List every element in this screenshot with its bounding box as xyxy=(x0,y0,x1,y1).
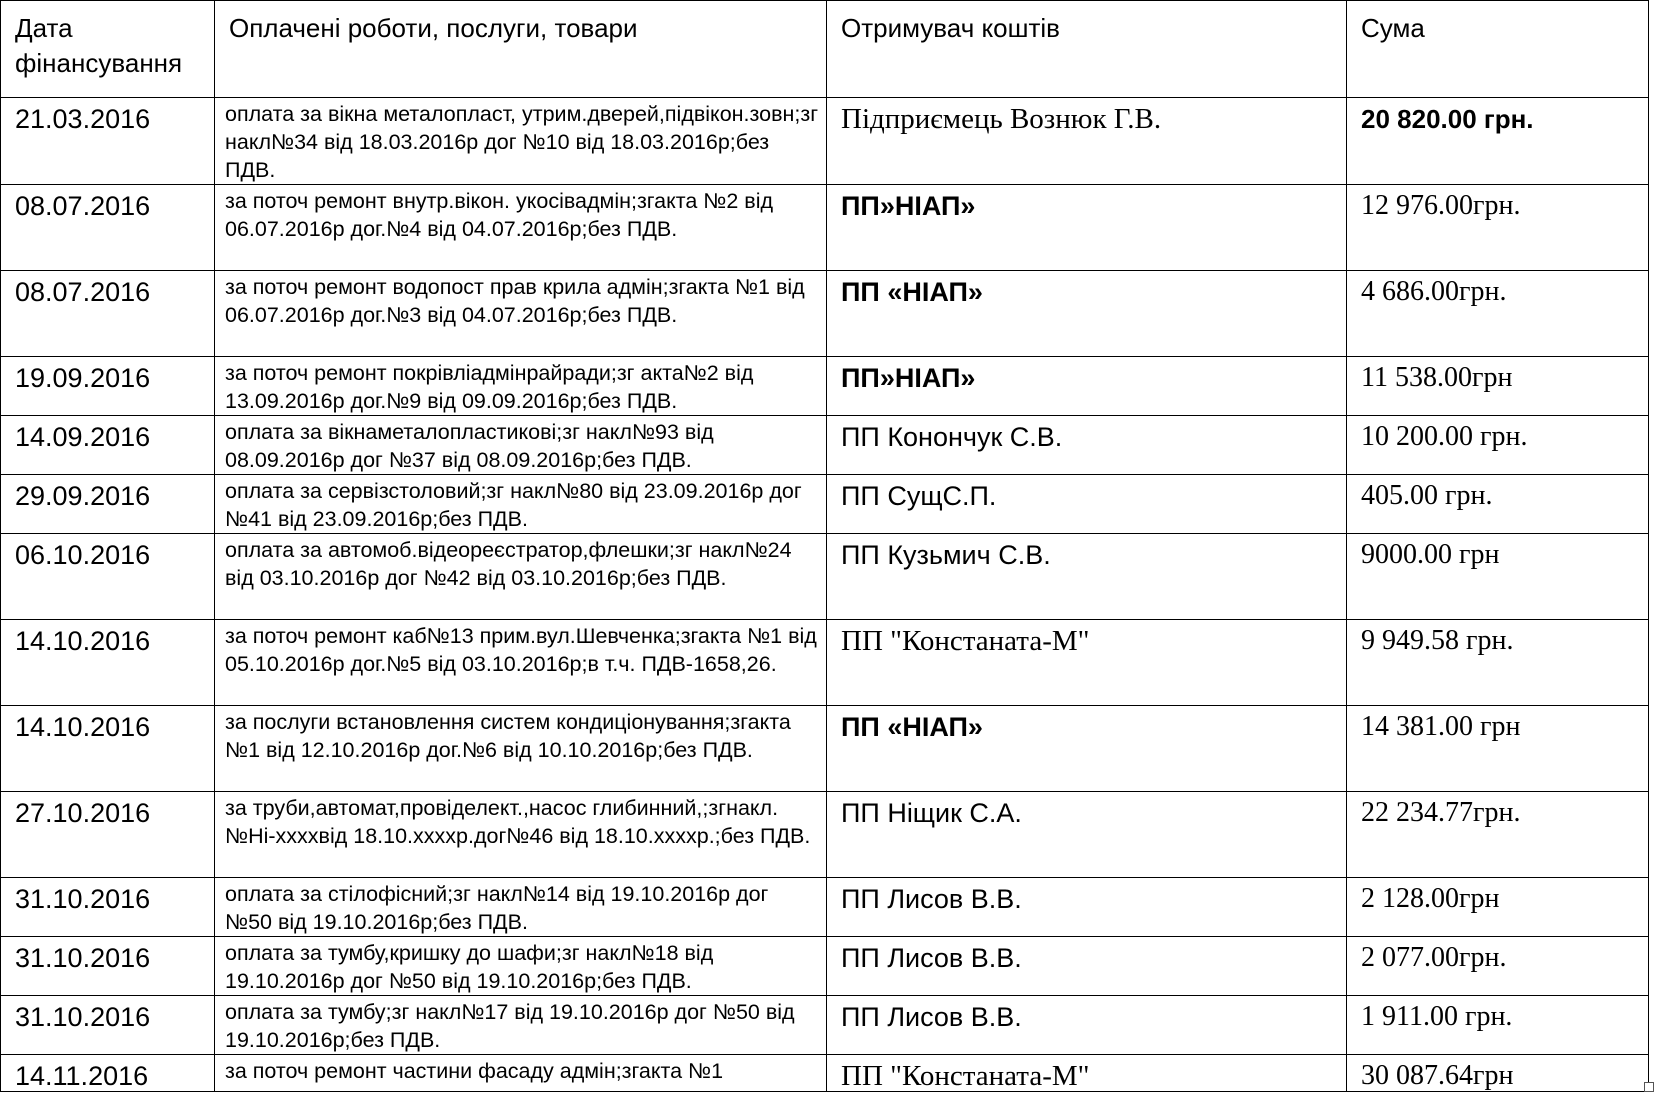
table-row xyxy=(1,271,1649,357)
date-cell: 31.10.2016 xyxy=(1,996,215,1055)
amount-cell: 11 538.00грн xyxy=(1347,357,1649,416)
date-cell: 14.11.2016 xyxy=(1,1055,215,1092)
table-row xyxy=(1,416,1649,475)
work-cell: за послуги встановлення систем кондиціонування;згакта №1 від 12.10.2016р дог.№6 від 10.10.2016р;без ПДВ. xyxy=(215,706,827,792)
recipient-cell: ПП Лисов В.В. xyxy=(827,878,1347,937)
table-row xyxy=(1,878,1649,937)
date-cell: 27.10.2016 xyxy=(1,792,215,878)
amount-cell: 22 234.77грн. xyxy=(1347,792,1649,878)
amount-cell: 405.00 грн. xyxy=(1347,475,1649,534)
table-row xyxy=(1,706,1649,792)
header-work: Оплачені роботи, послуги, товари xyxy=(215,1,827,98)
work-cell: оплата за вікнаметалопластикові;зг накл№93 від 08.09.2016р дог №37 від 08.09.2016р;без ПДВ. xyxy=(215,416,827,475)
header-date: Дата фінансування xyxy=(1,1,215,98)
header-amount: Сума xyxy=(1347,1,1649,98)
work-cell: за труби,автомат,провіделект.,насос глибинний,;згнакл.№Ні-ххххвід 18.10.ххххр.дог№46 від 18.10.ххххр.;без ПДВ. xyxy=(215,792,827,878)
recipient-cell: ПП «НІАП» xyxy=(827,271,1347,357)
recipient-cell: ПП Ніщик С.А. xyxy=(827,792,1347,878)
amount-cell: 9 949.58 грн. xyxy=(1347,620,1649,706)
recipient-cell: ПП Конончук С.В. xyxy=(827,416,1347,475)
date-cell: 06.10.2016 xyxy=(1,534,215,620)
recipient-cell: ПП Кузьмич С.В. xyxy=(827,534,1347,620)
recipient-cell: ПП»НІАП» xyxy=(827,185,1347,271)
amount-cell: 2 128.00грн xyxy=(1347,878,1649,937)
date-cell: 08.07.2016 xyxy=(1,185,215,271)
recipient-cell: ПП СущС.П. xyxy=(827,475,1347,534)
date-cell: 14.10.2016 xyxy=(1,620,215,706)
work-cell: оплата за стілофісний;зг накл№14 від 19.10.2016р дог №50 від 19.10.2016р;без ПДВ. xyxy=(215,878,827,937)
date-cell: 31.10.2016 xyxy=(1,937,215,996)
date-cell: 31.10.2016 xyxy=(1,878,215,937)
date-cell: 21.03.2016 xyxy=(1,98,215,185)
date-cell: 14.09.2016 xyxy=(1,416,215,475)
table-header-row xyxy=(1,1,1649,98)
work-cell: оплата за тумбу;зг накл№17 від 19.10.2016р дог №50 від 19.10.2016р;без ПДВ. xyxy=(215,996,827,1055)
work-cell: за поточ ремонт частини фасаду адмін;згакта №1 xyxy=(215,1055,827,1092)
recipient-cell: ПП»НІАП» xyxy=(827,357,1347,416)
amount-cell: 14 381.00 грн xyxy=(1347,706,1649,792)
work-cell: оплата за сервізстоловий;зг накл№80 від 23.09.2016р дог №41 від 23.09.2016р;без ПДВ. xyxy=(215,475,827,534)
work-cell: оплата за автомоб.відеореєстратор,флешки;зг накл№24 від 03.10.2016р дог №42 від 03.10.2016р;без ПДВ. xyxy=(215,534,827,620)
table-row xyxy=(1,937,1649,996)
table-row xyxy=(1,475,1649,534)
recipient-cell: ПП Лисов В.В. xyxy=(827,996,1347,1055)
date-cell: 08.07.2016 xyxy=(1,271,215,357)
amount-cell: 30 087.64грн xyxy=(1347,1055,1649,1092)
work-cell: оплата за вікна металопласт, утрим.дверей,підвікон.зовн;зг накл№34 від 18.03.2016р дог №10 від 18.03.2016р;без ПДВ. xyxy=(215,98,827,185)
work-cell: за поточ ремонт покрівліадмінрайради;зг акта№2 від 13.09.2016р дог.№9 від 09.09.2016р;без ПДВ. xyxy=(215,357,827,416)
amount-cell: 10 200.00 грн. xyxy=(1347,416,1649,475)
work-cell: за поточ ремонт водопост прав крила адмін;згакта №1 від 06.07.2016р дог.№3 від 04.07.2016р;без ПДВ. xyxy=(215,271,827,357)
table-row xyxy=(1,792,1649,878)
table-row xyxy=(1,996,1649,1055)
amount-cell: 12 976.00грн. xyxy=(1347,185,1649,271)
table-resize-handle[interactable] xyxy=(1644,1082,1654,1092)
header-recipient: Отримувач коштів xyxy=(827,1,1347,98)
recipient-cell: Підприємець Вознюк Г.В. xyxy=(827,98,1347,185)
table-row xyxy=(1,620,1649,706)
date-cell: 19.09.2016 xyxy=(1,357,215,416)
table-row xyxy=(1,98,1649,185)
amount-cell: 2 077.00грн. xyxy=(1347,937,1649,996)
recipient-cell: ПП "Констаната-М" xyxy=(827,1055,1347,1092)
amount-cell: 4 686.00грн. xyxy=(1347,271,1649,357)
date-cell: 14.10.2016 xyxy=(1,706,215,792)
amount-cell: 1 911.00 грн. xyxy=(1347,996,1649,1055)
work-cell: за поточ ремонт каб№13 прим.вул.Шевченка;згакта №1 від 05.10.2016р дог.№5 від 03.10.2016р;в т.ч. ПДВ-1658,26. xyxy=(215,620,827,706)
table-row xyxy=(1,357,1649,416)
amount-cell: 20 820.00 грн. xyxy=(1347,98,1649,185)
table-row xyxy=(1,534,1649,620)
work-cell: оплата за тумбу,кришку до шафи;зг накл№18 від 19.10.2016р дог №50 від 19.10.2016р;без ПДВ. xyxy=(215,937,827,996)
amount-cell: 9000.00 грн xyxy=(1347,534,1649,620)
recipient-cell: ПП Лисов В.В. xyxy=(827,937,1347,996)
table-row xyxy=(1,1055,1649,1092)
table-row xyxy=(1,185,1649,271)
date-cell: 29.09.2016 xyxy=(1,475,215,534)
recipient-cell: ПП «НІАП» xyxy=(827,706,1347,792)
work-cell: за поточ ремонт внутр.вікон. укосівадмін;згакта №2 від 06.07.2016р дог.№4 від 04.07.2016р;без ПДВ. xyxy=(215,185,827,271)
recipient-cell: ПП "Констаната-М" xyxy=(827,620,1347,706)
